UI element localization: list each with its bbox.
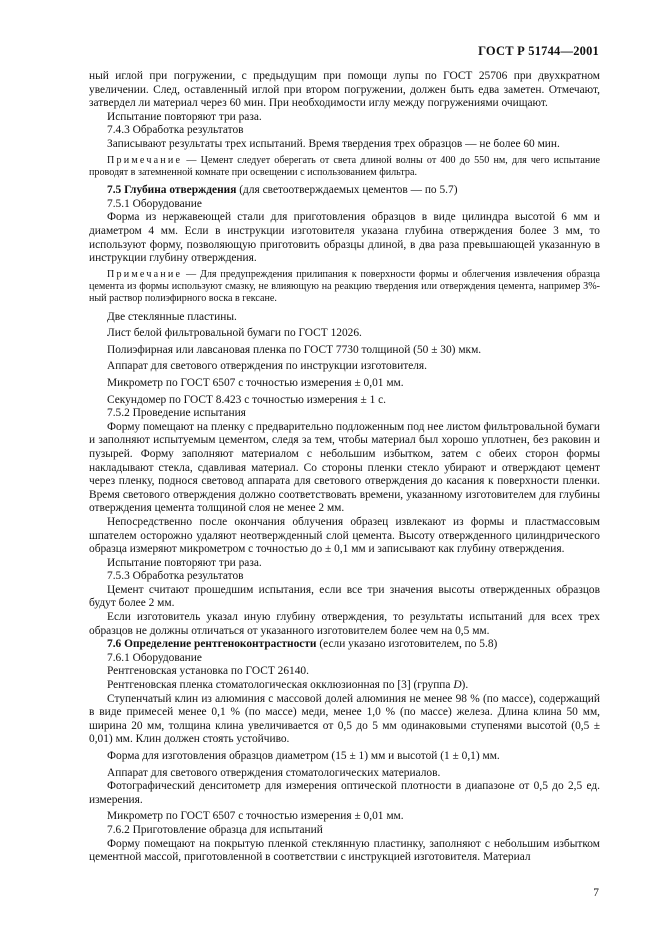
note-text: — Цемент следует оберегать от света длиной волны от 400 до 550 нм, для чего испытание проводят в затемненной комнате при освещении с использованием фильтра. bbox=[89, 154, 600, 178]
section-subtitle: (если указано изготовителем, по 5.8) bbox=[316, 638, 498, 651]
paragraph: Секундомер по ГОСТ 8.423 с точностью измерения ± 1 с. bbox=[107, 393, 387, 406]
section-title: 7.6 Определение рентгеноконтрастности bbox=[107, 638, 317, 651]
paragraph: Микрометр по ГОСТ 6507 с точностью измерения ± 0,01 мм. bbox=[107, 376, 404, 389]
section-heading bbox=[89, 638, 600, 652]
paragraph: ный иглой при погружении, с предыдущим при помощи лупы по ГОСТ 25706 при двухкратном увеличении. След, оставленный иглой при втором погружении, должен быть едва заметен. Отмечают, затвердел ли материал через 60 мин. При необходимости иглу между погружениями очищают. bbox=[89, 70, 600, 110]
paragraph: Непосредственно после окончания облучения образец извлекают из формы и пластмассовым шпателем осторожно удаляют неотвержденный слой цемента. Высоту отвержденного цилиндрического образца измеряют микрометром с точностью до ± 0,1 мм и записывают как глубину отверждения. bbox=[89, 515, 600, 556]
paragraph: Если изготовитель указал иную глубину отверждения, то результаты испытаний для всех трех образцов не должны отличаться от указанного изготовителем более чем на 0,5 мм. bbox=[89, 611, 600, 637]
note-text: — Для предупреждения прилипания к поверхности формы и облегчения извлечения образца цемента из формы используют смазку, не влияющую на реакцию твердения или отверждения цемента, например 3%-ный раствор полиэфирного воска в гексане. bbox=[89, 268, 600, 305]
note bbox=[89, 269, 600, 306]
paragraph: Лист белой фильтровальной бумаги по ГОСТ 12026. bbox=[107, 327, 362, 340]
paragraph: Две стеклянные пластины. bbox=[107, 310, 237, 323]
paragraph: Записывают результаты трех испытаний. Время твердения трех образцов — не более 60 мин. bbox=[107, 137, 560, 150]
subsection-heading: 7.5.2 Проведение испытания bbox=[107, 407, 246, 420]
page-body bbox=[89, 70, 600, 865]
page-number: 7 bbox=[593, 887, 599, 899]
paragraph: Микрометр по ГОСТ 6507 с точностью измерения ± 0,01 мм. bbox=[107, 810, 404, 823]
paragraph: Испытание повторяют три раза. bbox=[107, 110, 262, 123]
section-heading bbox=[89, 184, 600, 198]
subsection-heading: 7.5.1 Оборудование bbox=[107, 197, 202, 210]
paragraph: Форма из нержавеющей стали для приготовления образцов в виде цилиндра высотой 6 мм и диаметром 4 мм. Если в инструкции изготовителя указана глубина отверждения более 3 мм, то используют форму, позволяющую приготовить образцы длиной, в два раза превышающей указанную в инструкции глубину отверждения. bbox=[89, 211, 600, 265]
note-label: Примечание bbox=[107, 154, 183, 166]
paragraph: Фотографический денситометр для измерения оптической плотности в диапазоне от 0,5 до 2,5 ед. измерения. bbox=[89, 780, 600, 806]
text-run: ). bbox=[461, 679, 469, 692]
paragraph: Форму помещают на покрытую пленкой стеклянную пластинку, заполняют с небольшим избытком цементной массой, приготовленной в соответствии с инструкцией изготовителя. Материал bbox=[89, 837, 600, 864]
paragraph: Аппарат для светового отверждения стоматологических материалов. bbox=[107, 766, 441, 779]
section-title: 7.5 Глубина отверждения bbox=[107, 184, 237, 197]
subsection-heading: 7.5.3 Обработка результатов bbox=[107, 570, 244, 583]
subsection-heading: 7.6.1 Оборудование bbox=[107, 651, 202, 664]
note-label: Примечание bbox=[107, 268, 183, 280]
text-run-italic: D bbox=[453, 679, 462, 692]
paragraph: Форма для изготовления образцов диаметром (15 ± 1) мм и высотой (1 ± 0,1) мм. bbox=[107, 750, 500, 763]
text-run: Рентгеновская пленка стоматологическая окклюзионная по [3] (группа bbox=[107, 679, 454, 692]
paragraph: Испытание повторяют три раза. bbox=[107, 556, 262, 569]
paragraph: Ступенчатый клин из алюминия с массовой долей алюминия не менее 98 % (по массе), содержащий в виде примесей менее 0,1 % (по массе) меди, менее 1,0 % (по массе) железа. Длина клина 50 мм, ширина 20 мм, толщина клина увеличивается от 0,5 до 5 мм одинаковыми ступенями высотой (0,5 ± 0,01) мм. Клин должен стоять устойчиво. bbox=[89, 692, 600, 746]
note bbox=[89, 155, 600, 180]
subsection-heading: 7.4.3 Обработка результатов bbox=[107, 124, 244, 137]
standard-designation: ГОСТ Р 51744—2001 bbox=[478, 44, 599, 58]
paragraph: Рентгеновская установка по ГОСТ 26140. bbox=[107, 665, 309, 678]
paragraph: Полиэфирная или лавсановая пленка по ГОСТ 7730 толщиной (50 ± 30) мкм. bbox=[107, 343, 482, 356]
paragraph: Цемент считают прошедшим испытания, если все три значения высоты отвержденных образцов будут более 2 мм. bbox=[89, 583, 600, 610]
paragraph: Аппарат для светового отверждения по инструкции изготовителя. bbox=[107, 360, 428, 373]
section-subtitle: (для светоотверждаемых цементов — по 5.7) bbox=[236, 184, 458, 197]
paragraph: Форму помещают на пленку с предварительно подложенным под нее листом фильтровальной бумаги и заполняют испытуемым цементом, следя за тем, чтобы материал был хорошо уплотнен, без раковин и пузырей. Форму заполняют материалом с небольшим избытком, затем с обеих сторон формы накладывают стекла, сдавливая материал. Со стороны пленки стекло убирают и отверждают цемент через пленку, поднося световод аппарата для светового отверждения до касания к поверхности пленки. Время светового отверждения должно соответствовать времени, указанному изготовителем для глубины отверждения цемента толщиной слоя не менее 2 мм. bbox=[89, 420, 600, 515]
subsection-heading: 7.6.2 Приготовление образца для испытаний bbox=[107, 823, 323, 836]
paragraph bbox=[89, 679, 600, 693]
